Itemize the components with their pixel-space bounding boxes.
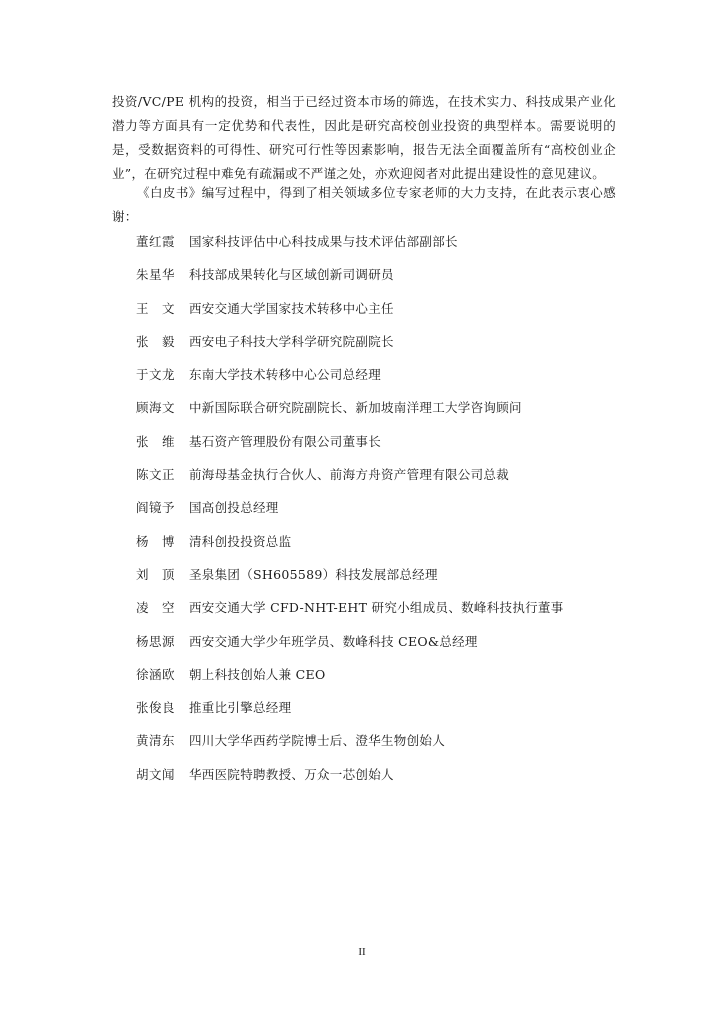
person-name: 阎镜予 <box>136 500 176 516</box>
person-title: 前海母基金执行合伙人、前海方舟资产管理有限公司总裁 <box>189 467 510 483</box>
list-item <box>136 498 616 531</box>
person-name: 杨思源 <box>136 633 176 649</box>
person-title: 科技部成果转化与区域创新司调研员 <box>189 267 394 283</box>
person-name: 张俊良 <box>136 700 176 716</box>
person-title: 中新国际联合研究院副院长、新加坡南洋理工大学咨询顾问 <box>189 400 522 416</box>
list-item <box>136 565 616 598</box>
person-name: 张 维 <box>136 433 176 449</box>
thanks-paragraph: 《白皮书》编写过程中，得到了相关领域多位专家老师的大力支持，在此表示衷心感谢： <box>112 185 616 224</box>
person-title: 西安电子科技大学科学研究院副院长 <box>189 333 394 349</box>
person-title: 推重比引擎总经理 <box>189 700 292 716</box>
list-item <box>136 532 616 565</box>
person-title: 基石资产管理股份有限公司董事长 <box>189 433 382 449</box>
list-item <box>136 598 616 631</box>
person-name: 张 毅 <box>136 333 176 349</box>
person-title: 西安交通大学国家技术转移中心主任 <box>189 300 394 316</box>
page-number: II <box>358 946 366 958</box>
person-name: 黄清东 <box>136 733 176 749</box>
acknowledgement-list <box>136 232 616 798</box>
list-item <box>136 265 616 298</box>
list-item <box>136 731 616 764</box>
person-name: 凌 空 <box>136 600 176 616</box>
person-title: 清科创投投资总监 <box>189 533 292 549</box>
person-title: 西安交通大学少年班学员、数峰科技 CEO&总经理 <box>189 633 478 649</box>
person-name: 胡文闻 <box>136 766 176 782</box>
list-item <box>136 332 616 365</box>
intro-paragraph: 投资/VC/PE 机构的投资，相当于已经过资本市场的筛选，在技术实力、科技成果产业化潜力等方面具有一定优势和代表性，因此是研究高校创业投资的典型样本。需要说明的是，受数据资料的可得性、研究可行性等因素影响，报告无法全面覆盖所有“高校创业企业”，在研究过程中难免有疏漏或不严谨之处，亦欢迎阅者对此提出建设性的意见建议。 <box>112 94 616 181</box>
person-title: 四川大学华西药学院博士后、澄华生物创始人 <box>189 733 446 749</box>
person-name: 徐涵欧 <box>136 666 176 682</box>
person-name: 陈文正 <box>136 467 176 483</box>
person-title: 东南大学技术转移中心公司总经理 <box>189 367 382 383</box>
list-item <box>136 299 616 332</box>
person-title: 国高创投总经理 <box>189 500 279 516</box>
list-item <box>136 232 616 265</box>
person-name: 杨 博 <box>136 533 176 549</box>
list-item <box>136 365 616 398</box>
person-name: 王 文 <box>136 300 176 316</box>
person-name: 董红霞 <box>136 234 176 249</box>
person-name: 朱星华 <box>136 267 176 283</box>
person-title: 华西医院特聘教授、万众一芯创始人 <box>189 766 394 782</box>
list-item <box>136 698 616 731</box>
person-title: 西安交通大学 CFD-NHT-EHT 研究小组成员、数峰科技执行董事 <box>189 600 564 616</box>
list-item <box>136 465 616 498</box>
person-title: 国家科技评估中心科技成果与技术评估部副部长 <box>189 234 458 249</box>
person-title: 圣泉集团（SH605589）科技发展部总经理 <box>189 566 438 582</box>
person-name: 顾海文 <box>136 400 176 416</box>
person-name: 刘 顶 <box>136 566 176 582</box>
person-name: 于文龙 <box>136 367 176 383</box>
list-item <box>136 398 616 431</box>
person-title: 朝上科技创始人兼 CEO <box>189 666 326 682</box>
list-item <box>136 665 616 698</box>
list-item <box>136 432 616 465</box>
list-item <box>136 632 616 665</box>
list-item <box>136 765 616 798</box>
